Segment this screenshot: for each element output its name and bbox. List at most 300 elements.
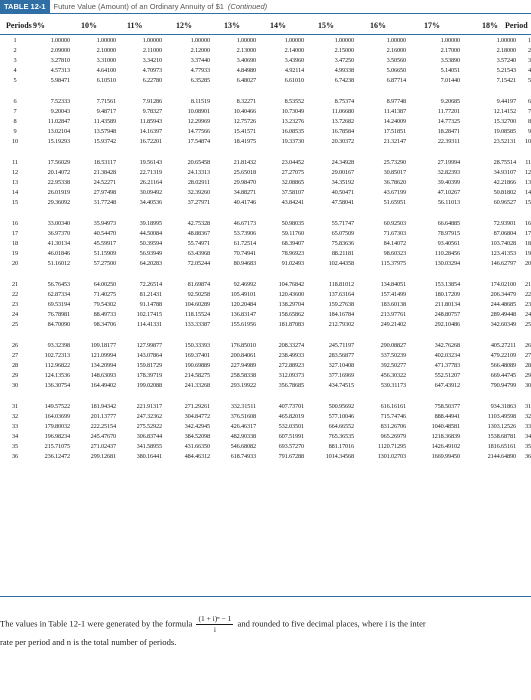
value-cell: 118.81012 xyxy=(328,281,354,288)
value-cell: 1.00000 xyxy=(284,37,304,44)
period-cell-right: 5 xyxy=(528,77,531,84)
value-cell: 434.74515 xyxy=(328,382,354,389)
value-cell: 245.47670 xyxy=(90,433,116,440)
value-cell: 384.52098 xyxy=(184,433,210,440)
value-cell: 146.62797 xyxy=(490,260,516,267)
period-cell: 19 xyxy=(12,250,18,257)
value-cell: 47.10267 xyxy=(437,189,460,196)
value-cell: 3.57240 xyxy=(496,57,516,64)
value-cell: 4.57313 xyxy=(50,67,70,74)
value-cell: 12.29969 xyxy=(187,118,210,125)
value-cell: 158.65862 xyxy=(278,311,304,318)
value-cell: 238.49933 xyxy=(278,352,304,359)
value-cell: 831.26706 xyxy=(380,423,406,430)
period-cell: 36 xyxy=(12,453,18,460)
value-cell: 181.87083 xyxy=(278,321,304,328)
period-cell-right: 17 xyxy=(525,230,531,237)
value-cell: 21.32147 xyxy=(383,138,406,145)
value-cell: 341.58955 xyxy=(136,443,162,450)
value-cell: 10.73049 xyxy=(281,108,304,115)
value-cell: 20.65458 xyxy=(187,159,210,166)
value-cell: 136.83147 xyxy=(230,311,256,318)
value-cell: 11.85943 xyxy=(139,118,162,125)
value-cell: 178.39719 xyxy=(136,372,162,379)
value-cell: 532.03501 xyxy=(278,423,304,430)
value-cell: 342.42945 xyxy=(184,423,210,430)
period-cell-right: 11 xyxy=(525,159,531,166)
period-cell: 2 xyxy=(13,47,17,54)
period-cell-right: 30 xyxy=(525,382,531,389)
value-cell: 5.98471 xyxy=(50,77,70,84)
period-cell-right: 16 xyxy=(525,220,531,227)
period-cell-right: 20 xyxy=(525,260,531,267)
value-cell: 9.20685 xyxy=(440,98,460,105)
value-cell: 6.74238 xyxy=(334,77,354,84)
value-cell: 14.77325 xyxy=(437,118,460,125)
period-cell-right: 27 xyxy=(525,352,531,359)
value-cell: 72.93901 xyxy=(493,220,516,227)
value-cell: 155.61956 xyxy=(230,321,256,328)
value-cell: 2144.64890 xyxy=(487,453,516,460)
value-cell: 42.75328 xyxy=(187,220,210,227)
value-cell: 6.10510 xyxy=(96,77,116,84)
value-cell: 8.53552 xyxy=(284,98,304,105)
period-cell-right: 12 xyxy=(525,169,531,176)
value-cell: 40.41746 xyxy=(233,199,256,206)
period-cell: 1 xyxy=(13,37,17,44)
value-cell: 7.15421 xyxy=(496,77,516,84)
value-cell: 43.67199 xyxy=(383,189,406,196)
period-cell: 26 xyxy=(12,342,18,349)
value-cell: 7.52333 xyxy=(50,98,70,105)
value-cell: 50.81802 xyxy=(493,189,516,196)
value-cell: 7.71561 xyxy=(96,98,116,105)
value-cell: 500.95692 xyxy=(328,403,354,410)
value-cell: 88.21181 xyxy=(331,250,354,257)
value-cell: 4.77933 xyxy=(190,67,210,74)
value-cell: 6.22780 xyxy=(142,77,162,84)
period-cell: 22 xyxy=(12,291,18,298)
value-cell: 392.50277 xyxy=(380,362,406,369)
period-cell-right: 31 xyxy=(525,403,531,410)
header-rate: 15% xyxy=(318,21,334,30)
value-cell: 426.46317 xyxy=(230,423,256,430)
value-cell: 32.82393 xyxy=(437,169,460,176)
value-cell: 45.59917 xyxy=(93,240,116,247)
value-cell: 342.76268 xyxy=(434,342,460,349)
value-cell: 34.93107 xyxy=(493,169,516,176)
value-cell: 1.00000 xyxy=(190,37,210,44)
value-cell: 9.20043 xyxy=(50,108,70,115)
value-cell: 299.12681 xyxy=(90,453,116,460)
value-cell: 75.83636 xyxy=(331,240,354,247)
value-cell: 2.15000 xyxy=(334,47,354,54)
period-cell-right: 23 xyxy=(525,301,531,308)
value-cell: 164.49402 xyxy=(90,382,116,389)
value-cell: 4.64100 xyxy=(96,67,116,74)
value-cell: 647.43912 xyxy=(434,382,460,389)
value-cell: 3.53890 xyxy=(440,57,460,64)
value-cell: 164.03699 xyxy=(44,413,70,420)
value-cell: 32.39260 xyxy=(187,189,210,196)
value-cell: 91.02493 xyxy=(281,260,304,267)
period-cell-right: 21 xyxy=(525,281,531,288)
value-cell: 78.97915 xyxy=(437,230,460,237)
table-title-bar xyxy=(0,0,531,14)
period-cell: 6 xyxy=(13,98,17,105)
period-cell: 3 xyxy=(13,57,17,64)
value-cell: 23.52131 xyxy=(493,138,516,145)
value-cell: 32.08865 xyxy=(281,179,304,186)
value-cell: 249.21402 xyxy=(380,321,406,328)
value-cell: 110.28456 xyxy=(434,250,460,257)
value-cell: 65.07509 xyxy=(331,230,354,237)
value-cell: 272.88923 xyxy=(278,362,304,369)
value-cell: 148.63093 xyxy=(90,372,116,379)
value-cell: 36.97370 xyxy=(47,230,70,237)
value-cell: 51.65951 xyxy=(383,199,406,206)
value-cell: 20.14072 xyxy=(47,169,70,176)
value-cell: 1.00000 xyxy=(142,37,162,44)
value-cell: 102.44358 xyxy=(328,260,354,267)
header-periods: Periods xyxy=(6,21,32,30)
value-cell: 41.30134 xyxy=(47,240,70,247)
value-cell: 31.77248 xyxy=(93,199,116,206)
value-cell: 271.29261 xyxy=(184,403,210,410)
value-cell: 35.94973 xyxy=(93,220,116,227)
value-cell: 184.16784 xyxy=(328,311,354,318)
period-cell: 21 xyxy=(12,281,18,288)
footnote-text-start: The values in Table 12-1 were generated by the formula xyxy=(0,618,193,629)
value-cell: 306.83744 xyxy=(136,433,162,440)
value-cell: 14.16397 xyxy=(139,128,162,135)
value-cell: 791.67288 xyxy=(278,453,304,460)
value-cell: 292.10486 xyxy=(434,321,460,328)
value-cell: 283.56877 xyxy=(328,352,354,359)
value-cell: 4.92114 xyxy=(284,67,304,74)
value-cell: 15.41571 xyxy=(233,128,256,135)
value-cell: 39.18995 xyxy=(139,220,162,227)
value-cell: 456.30322 xyxy=(380,372,406,379)
value-cell: 2.09000 xyxy=(50,47,70,54)
value-cell: 39.40399 xyxy=(437,179,460,186)
value-cell: 1040.48581 xyxy=(431,423,460,430)
value-cell: 3.50560 xyxy=(386,57,406,64)
value-cell: 53.73906 xyxy=(233,230,256,237)
value-cell: 8.97748 xyxy=(386,98,406,105)
value-cell: 66.64885 xyxy=(437,220,460,227)
period-cell-right: 25 xyxy=(525,321,531,328)
value-cell: 245.71197 xyxy=(328,342,354,349)
value-cell: 471.37783 xyxy=(434,362,460,369)
value-cell: 56.76453 xyxy=(47,281,70,288)
value-cell: 42.21866 xyxy=(493,179,516,186)
period-cell-right: 4 xyxy=(528,67,531,74)
value-cell: 2.18000 xyxy=(496,47,516,54)
value-cell: 98.34706 xyxy=(93,321,116,328)
value-cell: 3.27810 xyxy=(50,57,70,64)
period-cell: 33 xyxy=(12,423,18,430)
value-cell: 715.74746 xyxy=(380,413,406,420)
value-cell: 3.47250 xyxy=(334,57,354,64)
value-cell: 1669.99450 xyxy=(431,453,460,460)
value-cell: 26.21164 xyxy=(139,179,162,186)
period-cell: 34 xyxy=(12,433,18,440)
value-cell: 244.48685 xyxy=(490,301,516,308)
value-cell: 56.11013 xyxy=(437,199,460,206)
value-cell: 9.78327 xyxy=(142,108,162,115)
header-rate: 11% xyxy=(127,21,143,30)
header-rate: 10% xyxy=(81,21,97,30)
value-cell: 109.18177 xyxy=(90,342,116,349)
value-cell: 28.02911 xyxy=(187,179,210,186)
value-cell: 196.98234 xyxy=(44,433,70,440)
period-cell-right: 13 xyxy=(525,179,531,186)
value-cell: 484.46312 xyxy=(184,453,210,460)
value-cell: 1.00000 xyxy=(496,37,516,44)
value-cell: 1301.02703 xyxy=(377,453,406,460)
value-cell: 5.21543 xyxy=(496,67,516,74)
value-cell: 566.48089 xyxy=(490,362,516,369)
value-cell: 124.13536 xyxy=(44,372,70,379)
value-cell: 258.58338 xyxy=(230,372,256,379)
value-cell: 227.94989 xyxy=(230,362,256,369)
value-cell: 6.48027 xyxy=(236,77,256,84)
period-cell-right: 9 xyxy=(528,128,531,135)
value-cell: 6.61010 xyxy=(284,77,304,84)
value-cell: 1014.34568 xyxy=(325,453,354,460)
value-cell: 200.84061 xyxy=(230,352,256,359)
value-cell: 16.08535 xyxy=(281,128,304,135)
period-cell-right: 19 xyxy=(525,250,531,257)
value-cell: 28.75514 xyxy=(493,159,516,166)
value-cell: 11.41387 xyxy=(383,108,406,115)
value-cell: 64.00250 xyxy=(93,281,116,288)
value-cell: 4.84980 xyxy=(236,67,256,74)
period-cell-right: 29 xyxy=(525,372,531,379)
period-cell-right: 24 xyxy=(525,311,531,318)
period-cell: 35 xyxy=(12,443,18,450)
value-cell: 1816.65161 xyxy=(487,443,516,450)
value-cell: 888.44941 xyxy=(434,413,460,420)
value-cell: 2.10000 xyxy=(96,47,116,54)
value-cell: 60.96527 xyxy=(493,199,516,206)
value-cell: 29.00167 xyxy=(331,169,354,176)
value-cell: 14.77566 xyxy=(187,128,210,135)
value-cell: 190.69889 xyxy=(184,362,210,369)
value-cell: 11.06680 xyxy=(331,108,354,115)
value-cell: 3.34210 xyxy=(142,57,162,64)
value-cell: 134.84051 xyxy=(380,281,406,288)
value-cell: 10.40466 xyxy=(233,108,256,115)
header-rate: 16% xyxy=(370,21,386,30)
value-cell: 112.96822 xyxy=(44,362,70,369)
value-cell: 3.37440 xyxy=(190,57,210,64)
value-cell: 149.57522 xyxy=(44,403,70,410)
value-cell: 2.12000 xyxy=(190,47,210,54)
value-cell: 22.95338 xyxy=(47,179,70,186)
value-cell: 91.14788 xyxy=(139,301,162,308)
value-cell: 84.70090 xyxy=(47,321,70,328)
period-cell: 31 xyxy=(12,403,18,410)
value-cell: 37.27971 xyxy=(187,199,210,206)
value-cell: 59.11760 xyxy=(281,230,304,237)
value-cell: 48.88367 xyxy=(187,230,210,237)
value-cell: 133.33387 xyxy=(184,321,210,328)
period-cell: 15 xyxy=(12,199,18,206)
value-cell: 36.78620 xyxy=(383,179,406,186)
period-cell-right: 3 xyxy=(528,57,531,64)
value-cell: 169.37401 xyxy=(184,352,210,359)
header-rate: 14% xyxy=(270,21,286,30)
value-cell: 69.53194 xyxy=(47,301,70,308)
period-cell-right: 14 xyxy=(525,189,531,196)
value-cell: 88.49733 xyxy=(93,311,116,318)
period-cell-right: 34 xyxy=(525,433,531,440)
value-cell: 212.79302 xyxy=(328,321,354,328)
value-cell: 13.72682 xyxy=(331,118,354,125)
period-cell-right: 36 xyxy=(525,453,531,460)
value-cell: 21.81432 xyxy=(233,159,256,166)
value-cell: 6.87714 xyxy=(386,77,406,84)
value-cell: 327.10408 xyxy=(328,362,354,369)
value-cell: 22.71319 xyxy=(139,169,162,176)
period-cell: 23 xyxy=(12,301,18,308)
value-cell: 5.06650 xyxy=(386,67,406,74)
value-cell: 25.73290 xyxy=(383,159,406,166)
value-cell: 127.99877 xyxy=(136,342,162,349)
value-cell: 3.40690 xyxy=(236,57,256,64)
value-cell: 17.54874 xyxy=(187,138,210,145)
value-cell: 247.32362 xyxy=(136,413,162,420)
value-cell: 211.80134 xyxy=(434,301,460,308)
value-cell: 159.81729 xyxy=(136,362,162,369)
value-cell: 3.43960 xyxy=(284,57,304,64)
value-cell: 14.24009 xyxy=(383,118,406,125)
value-cell: 22.39311 xyxy=(437,138,460,145)
header-rate: 18% xyxy=(482,21,498,30)
value-cell: 15.19293 xyxy=(47,138,70,145)
value-cell: 43.84241 xyxy=(281,199,304,206)
value-cell: 9.44197 xyxy=(496,98,516,105)
value-cell: 11.77201 xyxy=(437,108,460,115)
value-cell: 19.33730 xyxy=(281,138,304,145)
value-cell: 241.33268 xyxy=(184,382,210,389)
period-cell-right: 10 xyxy=(525,138,531,145)
value-cell: 23.04452 xyxy=(281,159,304,166)
value-cell: 71.40275 xyxy=(93,291,116,298)
value-cell: 790.94799 xyxy=(490,382,516,389)
period-cell: 32 xyxy=(12,413,18,420)
value-cell: 290.08827 xyxy=(380,342,406,349)
period-cell: 10 xyxy=(12,138,18,145)
header-rate: 17% xyxy=(424,21,440,30)
value-cell: 221.91317 xyxy=(136,403,162,410)
period-cell-right: 8 xyxy=(528,118,531,125)
value-cell: 934.31863 xyxy=(490,403,516,410)
period-cell: 18 xyxy=(12,240,18,247)
value-cell: 51.15909 xyxy=(93,250,116,257)
value-cell: 44.50084 xyxy=(139,230,162,237)
value-cell: 87.06804 xyxy=(493,230,516,237)
value-cell: 222.25154 xyxy=(90,423,116,430)
period-cell-right: 35 xyxy=(525,443,531,450)
table-number-label: TABLE 12-1 xyxy=(0,0,50,13)
value-cell: 72.26514 xyxy=(139,281,162,288)
formula-denominator: i xyxy=(213,625,216,634)
value-cell: 18.41975 xyxy=(233,138,256,145)
value-cell: 16.78584 xyxy=(331,128,354,135)
value-cell: 137.63164 xyxy=(328,291,354,298)
value-cell: 24.52271 xyxy=(93,179,116,186)
value-cell: 29.36092 xyxy=(47,199,70,206)
value-cell: 27.97498 xyxy=(93,189,116,196)
value-cell: 214.58275 xyxy=(184,372,210,379)
value-cell: 34.88271 xyxy=(233,189,256,196)
value-cell: 758.50377 xyxy=(434,403,460,410)
value-cell: 138.29704 xyxy=(278,301,304,308)
period-cell: 11 xyxy=(12,159,18,166)
value-cell: 965.26979 xyxy=(380,433,406,440)
period-cell-right: 28 xyxy=(525,362,531,369)
value-cell: 1.00000 xyxy=(386,37,406,44)
value-cell: 1303.12526 xyxy=(487,423,516,430)
value-cell: 275.52922 xyxy=(136,423,162,430)
value-cell: 102.72313 xyxy=(44,352,70,359)
table-header-row xyxy=(0,19,531,35)
value-cell: 46.01846 xyxy=(47,250,70,257)
value-cell: 1.00000 xyxy=(50,37,70,44)
value-cell: 174.02100 xyxy=(490,281,516,288)
value-cell: 332.31511 xyxy=(230,403,256,410)
value-cell: 70.74941 xyxy=(233,250,256,257)
period-cell: 14 xyxy=(12,189,18,196)
header-rate: 9% xyxy=(33,21,45,30)
value-cell: 180.17209 xyxy=(434,291,460,298)
value-cell: 24.13313 xyxy=(187,169,210,176)
period-cell: 8 xyxy=(13,118,17,125)
value-cell: 30.85017 xyxy=(383,169,406,176)
value-cell: 289.49448 xyxy=(490,311,516,318)
table-caption: Future Value (Amount) of an Ordinary Annuity of $1 xyxy=(53,2,224,11)
value-cell: 8.11519 xyxy=(190,98,210,105)
value-cell: 84.14072 xyxy=(383,240,406,247)
table-bottom-rule xyxy=(0,596,531,597)
value-cell: 2.11000 xyxy=(142,47,162,54)
value-cell: 19.08585 xyxy=(493,128,516,135)
value-cell: 33.00340 xyxy=(47,220,70,227)
value-cell: 136.30754 xyxy=(44,382,70,389)
value-cell: 465.82019 xyxy=(278,413,304,420)
value-cell: 11.43589 xyxy=(93,118,116,125)
value-cell: 50.98035 xyxy=(281,220,304,227)
value-cell: 183.60138 xyxy=(380,301,406,308)
value-cell: 61.72514 xyxy=(233,240,256,247)
value-cell: 80.94683 xyxy=(233,260,256,267)
value-cell: 121.09994 xyxy=(90,352,116,359)
value-cell: 55.74971 xyxy=(187,240,210,247)
value-cell: 3.31000 xyxy=(96,57,116,64)
value-cell: 62.87334 xyxy=(47,291,70,298)
value-cell: 1.00000 xyxy=(334,37,354,44)
value-cell: 8.75374 xyxy=(334,98,354,105)
period-cell: 17 xyxy=(12,230,18,237)
value-cell: 342.60349 xyxy=(490,321,516,328)
period-cell-right: 6 xyxy=(528,98,531,105)
value-cell: 34.35192 xyxy=(331,179,354,186)
period-cell: 24 xyxy=(12,311,18,318)
formula-fraction xyxy=(196,614,233,635)
